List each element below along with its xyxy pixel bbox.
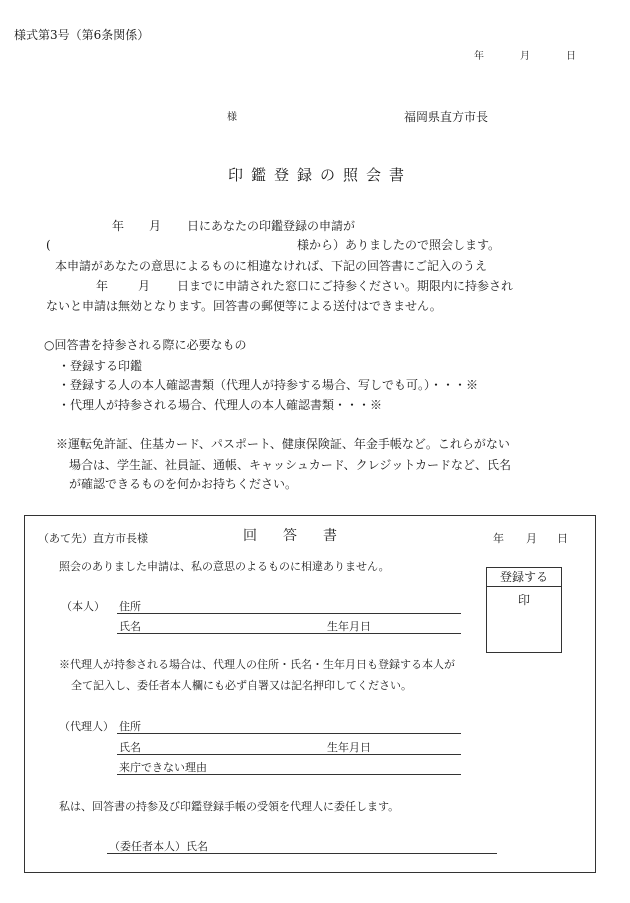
issuer: 福岡県直方市長: [404, 110, 489, 124]
delegation-statement: 私は、回答書の持参及び印鑑登録手帳の受領を代理人に委任します。: [59, 800, 400, 813]
id-note-line: ※運転免許証、住基カード、パスポート、健康保険証、年金手帳など。これらがない: [56, 437, 510, 451]
reply-date-day: 日: [557, 532, 568, 545]
proxy-reason-line[interactable]: [117, 774, 461, 775]
proxy-note: ※代理人が持参される場合は、代理人の住所・氏名・生年月日も登録する本人が: [59, 658, 455, 671]
reply-date-year: 年: [493, 532, 504, 545]
body-line1-year: 年: [112, 219, 125, 233]
page-title: 印鑑登録の照会書: [228, 166, 413, 184]
body-line1: 日にあなたの印鑑登録の申請が: [187, 219, 356, 233]
id-note-line: が確認できるものを何かお持ちください。: [69, 477, 298, 491]
proxy-dob-label: 生年月日: [327, 741, 371, 754]
body-line4: 日までに申請された窓口にご持参ください。期限内に持参され: [177, 279, 514, 293]
seal-mark: 印: [517, 593, 530, 607]
body-line2: 様から）ありましたので照会します。: [297, 238, 501, 252]
reply-date-month: 月: [526, 532, 537, 545]
body-line2-open: (: [46, 238, 51, 252]
principal-address-line[interactable]: [117, 613, 461, 614]
requirement-item: ・登録する印鑑: [58, 359, 143, 373]
proxy-name-line[interactable]: [117, 754, 461, 755]
date-day: 日: [566, 51, 576, 62]
principal-address-label: 住所: [119, 600, 141, 613]
principal-label: （本人）: [61, 600, 105, 613]
reply-heading: 回答書: [243, 528, 363, 544]
form-number: 様式第3号（第6条関係）: [14, 28, 150, 42]
id-note-line: 場合は、学生証、社員証、通帳、キャッシュカード、クレジットカードなど、氏名: [69, 458, 512, 472]
body-line3: 本申請があなたの意思によるものに相違なければ、下記の回答書にご記入のうえ: [55, 259, 488, 273]
proxy-note: 全て記入し、委任者本人欄にも必ず自署又は記名押印してください。: [71, 679, 412, 692]
delegator-signature-line[interactable]: [107, 853, 497, 854]
delegator-label: （委任者本人）氏名: [109, 840, 208, 853]
proxy-address-label: 住所: [119, 720, 141, 733]
body-line1-month: 月: [149, 219, 162, 233]
seal-box-label: 登録する: [487, 568, 561, 587]
date-year: 年: [474, 51, 484, 62]
proxy-address-line[interactable]: [117, 733, 461, 734]
principal-name-label: 氏名: [119, 620, 141, 633]
proxy-name-label: 氏名: [119, 741, 141, 754]
body-line4-year: 年: [96, 279, 109, 293]
requirement-item: ・代理人が持参される場合、代理人の本人確認書類・・・※: [58, 398, 383, 412]
reply-form: [24, 515, 596, 873]
addressee-honorific: 様: [227, 112, 237, 123]
body-line4-month: 月: [138, 279, 151, 293]
reply-addressee: （あて先）直方市長様: [38, 532, 148, 545]
reply-statement: 照会のありました申請は、私の意思のよるものに相違ありません。: [59, 560, 390, 573]
principal-dob-label: 生年月日: [327, 620, 371, 633]
requirements-heading: ○回答書を持参される際に必要なもの: [44, 338, 247, 352]
proxy-label: （代理人）: [59, 720, 114, 733]
proxy-reason-label: 来庁できない理由: [119, 761, 207, 774]
date-month: 月: [520, 51, 530, 62]
requirement-item: ・登録する人の本人確認書類（代理人が持参する場合、写しでも可。）・・・※: [58, 378, 479, 392]
seal-box: [486, 567, 562, 653]
body-line5: ないと申請は無効となります。回答書の郵便等による送付はできません。: [46, 299, 442, 313]
principal-name-line[interactable]: [117, 633, 461, 634]
